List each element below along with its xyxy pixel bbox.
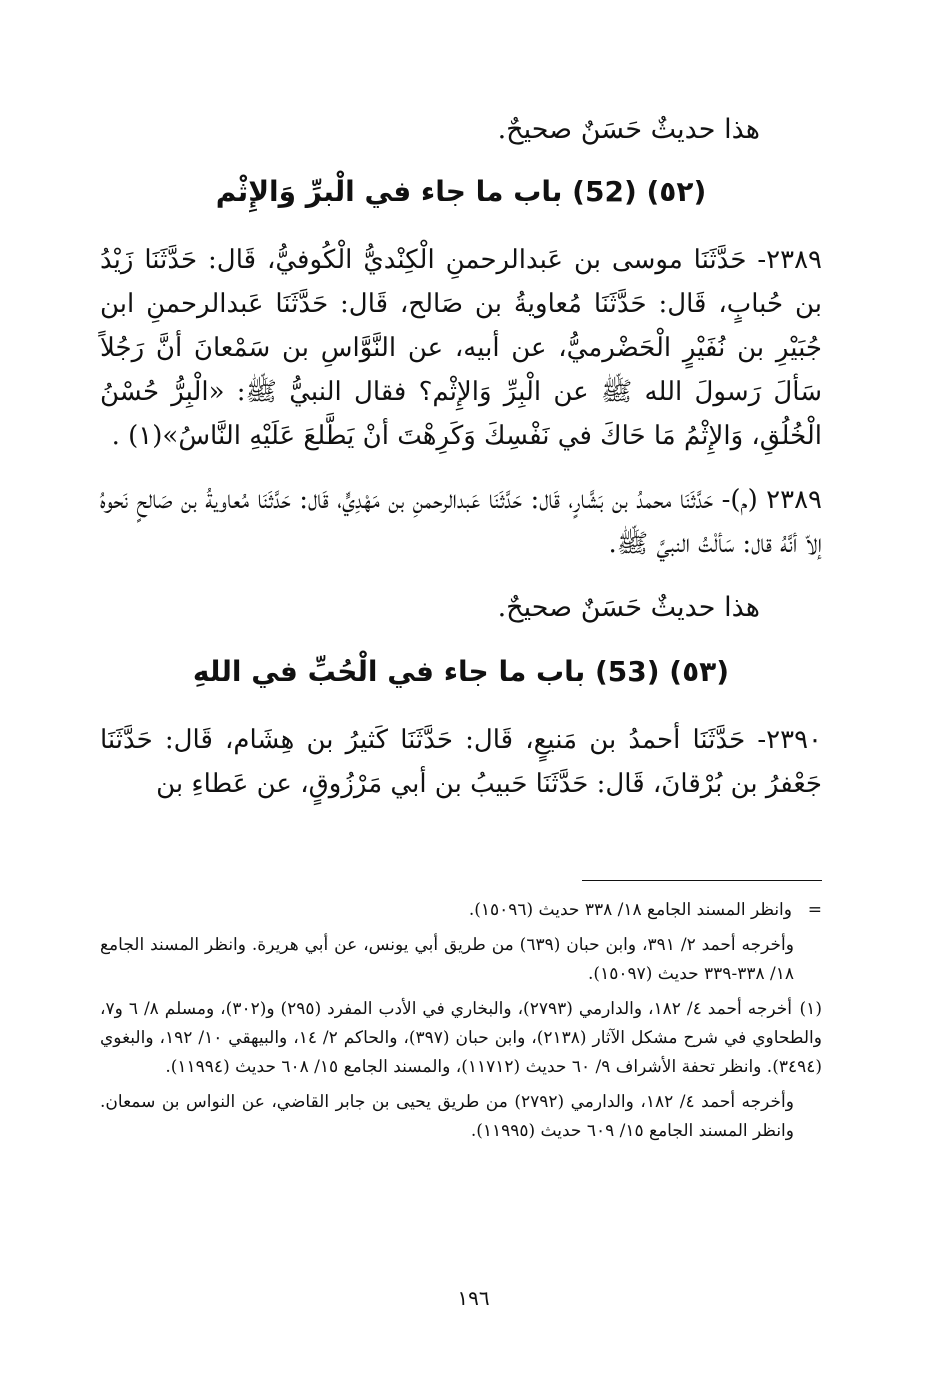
hadith-2389: ٢٣٨٩- حَدَّثَنَا موسى بن عَبدالرحمنِ الْكِنْديُّ الْكُوفيُّ، قَال: حَدَّثَنَا زَيْدُ بن حُبابٍ، قَال: حَدَّثَنَا مُعاويةُ بن صَالح، قَال: حَدَّثَنَا عَبدالرحمنِ ابن جُبَيْرِ بن نُفَيْرٍ الْحَضْرميُّ، عن أبيه، عن النَّوَّاسِ بن سَمْعانَ أنَّ رَجُلاً سَألَ رَسولَ الله ﷺ عن الْبِرِّ وَالإِثْم؟ فقال النبيُّ ﷺ: «الْبِرُّ حُسْنُ الْخُلُقِ، وَالإِثْمُ مَا حَاكَ في نَفْسِكَ وَكَرِهْتَ أنْ يَطَّلعَ عَلَيْهِ النَّاسُ»(١) .	[100, 245, 823, 451]
footnote-divider	[582, 880, 822, 881]
hadith-2390: ٢٣٩٠- حَدَّثَنَا أحمدُ بن مَنيعٍ، قَال: حَدَّثَنَا كَثيرُ بن هِشَام، قَال: حَدَّثَنَا جَعْفرُ بن بُرْقانَ، قَال: حَدَّثَنَا حَبيبُ بن أبي مَرْزُوقٍ، عن عَطاءِ بن	[100, 725, 822, 799]
hadith-2389m: ٢٣٨٩ (م)- حَدَّثَنَا محمدُ بن بَشَّارٍ، قَال: حَدَّثَنَا عَبدالرحمنِ بن مَهْدِيٍّ، قَال: حَدَّثَنَا مُعاويةُ بن صَالحٍ نَحوهُ إلاّ أنَّهُ قال: سَألْتُ النبيَّ ﷺ.	[100, 485, 822, 559]
footnote-text: أخرجه أحمد ٤/ ١٨٢، والدارمي (٢٧٩٣)، والبخاري في الأدب المفرد (٢٩٥) و(٣٠٢)، ومسلم ٨/ ٦ و٧، والطحاوي في شرح مشكل الآثار (٢١٣٨)، وابن حبان (٣٩٧)، والحاكم ٢/ ١٤، والبيهقي ١٠/ ١٩٢، والبغوي (٣٤٩٤). وانظر تحفة الأشراف ٩/ ٦٠ حديث (١١٧١٢)، والمسند الجامع ١٥/ ٦٠٨ حديث (١١٩٩٤).	[100, 999, 822, 1077]
footnote-text: وانظر المسند الجامع ١٨/ ٣٣٨ حديث (١٥٠٩٦).	[468, 900, 792, 920]
footnote-marker: (١)	[799, 999, 822, 1019]
page-number: ١٩٦	[457, 1286, 490, 1310]
grading-line: هذا حديثٌ حَسَنٌ صحيحٌ.	[497, 114, 760, 145]
footnote-1	[100, 995, 822, 1082]
grading-line-2: هذا حديثٌ حَسَنٌ صحيحٌ.	[497, 592, 760, 623]
footnotes	[100, 896, 822, 1152]
footnote-continuation-1	[100, 896, 822, 925]
footnote-1-continued: وأخرجه أحمد ٤/ ١٨٢، والدارمي (٢٧٩٢) من طريق يحيى بن جابر القاضي، عن النواس بن سمعان. وانظر المسند الجامع ١٥/ ٦٠٩ حديث (١١٩٩٥).	[100, 1092, 794, 1141]
main-text	[100, 108, 822, 826]
footnote-continuation-2: وأخرجه أحمد ٢/ ٣٩١، وابن حبان (٦٣٩) من طريق أبي يونس، عن أبي هريرة. وانظر المسند الجامع ١٨/ ٣٣٨-٣٣٩ حديث (١٥٠٩٧).	[100, 935, 794, 984]
chapter-heading-52: (٥٢) (52) باب ما جاء في الْبرِّ وَالإِثْم	[215, 175, 707, 208]
chapter-heading-53: (٥٣) (53) باب ما جاء في الْحُبِّ في اللهِ	[192, 655, 730, 688]
continuation-marker: =	[807, 900, 822, 920]
